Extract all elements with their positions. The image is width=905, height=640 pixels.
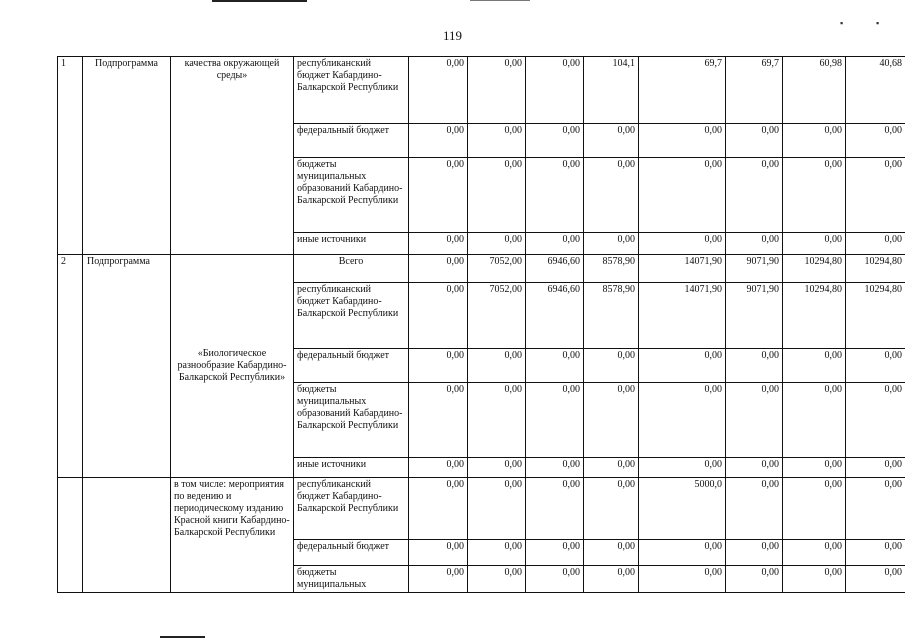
- value-cell: 0,00: [526, 566, 584, 593]
- value-cell: 0,00: [639, 158, 726, 233]
- value-cell: 0,00: [526, 158, 584, 233]
- value-cell: 0,00: [468, 57, 526, 124]
- value-cell: 0,00: [584, 158, 639, 233]
- value-cell: 104,1: [584, 57, 639, 124]
- value-cell: 0,00: [409, 478, 468, 540]
- value-cell: 0,00: [468, 158, 526, 233]
- value-cell: 0,00: [639, 383, 726, 458]
- row-number: [58, 478, 83, 593]
- value-cell: 0,00: [783, 458, 846, 478]
- value-cell: 0,00: [783, 478, 846, 540]
- value-cell: 0,00: [726, 540, 783, 566]
- value-cell: 0,00: [468, 383, 526, 458]
- funding-source: федеральный бюджет: [294, 124, 409, 158]
- value-cell: 0,00: [526, 383, 584, 458]
- value-cell: 10294,80: [783, 283, 846, 349]
- value-cell: 0,00: [584, 540, 639, 566]
- value-cell: 0,00: [468, 458, 526, 478]
- value-cell: 60,98: [783, 57, 846, 124]
- value-cell: 0,00: [783, 349, 846, 383]
- value-cell: 0,00: [409, 255, 468, 283]
- value-cell: 0,00: [409, 158, 468, 233]
- funding-source: иные источники: [294, 458, 409, 478]
- value-cell: 0,00: [409, 233, 468, 255]
- status-cell: Подпрограмма: [83, 57, 171, 255]
- program-title: качества окружающей среды»: [171, 57, 294, 255]
- value-cell: 0,00: [846, 124, 905, 158]
- value-cell: 0,00: [783, 566, 846, 593]
- value-cell: 0,00: [526, 124, 584, 158]
- value-cell: 0,00: [526, 233, 584, 255]
- table-row: [58, 255, 905, 283]
- status-cell: [83, 478, 171, 593]
- value-cell: 0,00: [409, 566, 468, 593]
- value-cell: 0,00: [468, 124, 526, 158]
- funding-source: федеральный бюджет: [294, 349, 409, 383]
- value-cell: 0,00: [639, 566, 726, 593]
- value-cell: 0,00: [584, 349, 639, 383]
- value-cell: 10294,80: [846, 283, 905, 349]
- value-cell: 0,00: [726, 233, 783, 255]
- value-cell: 0,00: [526, 57, 584, 124]
- value-cell: 0,00: [846, 349, 905, 383]
- value-cell: 0,00: [783, 124, 846, 158]
- funding-table: [57, 56, 905, 593]
- value-cell: 9071,90: [726, 283, 783, 349]
- value-cell: 5000,0: [639, 478, 726, 540]
- value-cell: 0,00: [639, 458, 726, 478]
- value-cell: 0,00: [526, 458, 584, 478]
- value-cell: 0,00: [584, 566, 639, 593]
- value-cell: 0,00: [584, 383, 639, 458]
- value-cell: 0,00: [584, 233, 639, 255]
- value-cell: 40,68: [846, 57, 905, 124]
- scan-speck-icon: ▪: [876, 18, 880, 28]
- value-cell: 0,00: [726, 349, 783, 383]
- value-cell: 0,00: [526, 540, 584, 566]
- value-cell: 10294,80: [783, 255, 846, 283]
- value-cell: 0,00: [409, 458, 468, 478]
- value-cell: 0,00: [783, 540, 846, 566]
- value-cell: 14071,90: [639, 283, 726, 349]
- value-cell: 0,00: [846, 458, 905, 478]
- value-cell: 0,00: [409, 57, 468, 124]
- value-cell: 0,00: [846, 383, 905, 458]
- value-cell: 6946,60: [526, 283, 584, 349]
- value-cell: 0,00: [726, 478, 783, 540]
- scan-artifact-line: [212, 0, 307, 2]
- value-cell: 0,00: [639, 233, 726, 255]
- funding-source: бюджеты муниципальных: [294, 566, 409, 593]
- value-cell: 9071,90: [726, 255, 783, 283]
- funding-source: бюджеты муниципальных образований Кабардино-Балкарской Республики: [294, 158, 409, 233]
- funding-source: республиканский бюджет Кабардино-Балкарской Республики: [294, 57, 409, 124]
- value-cell: 0,00: [409, 349, 468, 383]
- value-cell: 0,00: [468, 478, 526, 540]
- value-cell: 0,00: [726, 566, 783, 593]
- value-cell: 69,7: [726, 57, 783, 124]
- value-cell: 0,00: [468, 233, 526, 255]
- value-cell: 0,00: [409, 540, 468, 566]
- value-cell: 69,7: [639, 57, 726, 124]
- value-cell: 6946,60: [526, 255, 584, 283]
- value-cell: 8578,90: [584, 283, 639, 349]
- value-cell: 7052,00: [468, 255, 526, 283]
- value-cell: 0,00: [846, 566, 905, 593]
- value-cell: 0,00: [526, 349, 584, 383]
- value-cell: 0,00: [526, 478, 584, 540]
- funding-source: иные источники: [294, 233, 409, 255]
- program-title: «Биологическое разнообразие Кабардино-Балкарской Республики»: [171, 255, 294, 478]
- value-cell: 0,00: [584, 124, 639, 158]
- value-cell: 0,00: [846, 233, 905, 255]
- status-cell: Подпрограмма: [83, 255, 171, 478]
- row-number: 1: [58, 57, 83, 255]
- value-cell: 0,00: [639, 124, 726, 158]
- value-cell: 0,00: [846, 540, 905, 566]
- value-cell: 0,00: [846, 478, 905, 540]
- page-number: 119: [442, 28, 463, 43]
- value-cell: 0,00: [783, 233, 846, 255]
- value-cell: 0,00: [726, 124, 783, 158]
- value-cell: 0,00: [409, 383, 468, 458]
- value-cell: 10294,80: [846, 255, 905, 283]
- value-cell: 0,00: [584, 478, 639, 540]
- value-cell: 0,00: [468, 566, 526, 593]
- program-title: в том числе: мероприятия по ведению и периодическому изданию Красной книги Кабардино-Балкарской Республики: [171, 478, 294, 593]
- value-cell: 0,00: [726, 158, 783, 233]
- table-row: [58, 478, 905, 540]
- value-cell: 0,00: [409, 283, 468, 349]
- value-cell: 14071,90: [639, 255, 726, 283]
- value-cell: 0,00: [783, 383, 846, 458]
- value-cell: 0,00: [726, 383, 783, 458]
- value-cell: 0,00: [468, 540, 526, 566]
- value-cell: 0,00: [584, 458, 639, 478]
- row-number: 2: [58, 255, 83, 478]
- funding-source: федеральный бюджет: [294, 540, 409, 566]
- funding-source: республиканский бюджет Кабардино-Балкарской Республики: [294, 478, 409, 540]
- value-cell: 0,00: [783, 158, 846, 233]
- scan-speck-icon: ▪: [840, 18, 844, 28]
- funding-source: Всего: [294, 255, 409, 283]
- scan-artifact-line: [160, 636, 205, 638]
- scan-artifact-line: [470, 0, 530, 1]
- value-cell: 0,00: [726, 458, 783, 478]
- value-cell: 8578,90: [584, 255, 639, 283]
- funding-source: республиканский бюджет Кабардино-Балкарской Республики: [294, 283, 409, 349]
- value-cell: 0,00: [639, 540, 726, 566]
- value-cell: 7052,00: [468, 283, 526, 349]
- value-cell: 0,00: [639, 349, 726, 383]
- funding-source: бюджеты муниципальных образований Кабардино-Балкарской Республики: [294, 383, 409, 458]
- value-cell: 0,00: [846, 158, 905, 233]
- value-cell: 0,00: [468, 349, 526, 383]
- table-row: [58, 57, 905, 124]
- value-cell: 0,00: [409, 124, 468, 158]
